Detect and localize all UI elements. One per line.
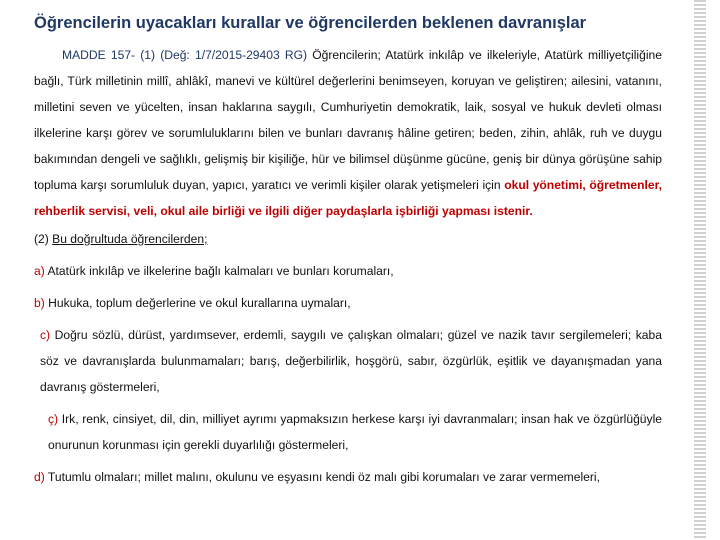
subsection-label: Bu doğrultuda öğrencilerden; (52, 232, 208, 246)
list-item-text: Irk, renk, cinsiyet, dil, din, milliyet ayrımı yapmaksızın herkese karşı iyi davranmaları; insan hak ve özgürlüğüyle onurunun korunması için gerekli duyarlılığı göstermeleri, (48, 412, 662, 452)
list-item-letter: ç) (48, 412, 59, 426)
page-title: Öğrencilerin uyacakları kurallar ve öğrencilerden beklenen davranışlar (34, 14, 587, 32)
subsection-header (34, 226, 662, 252)
list-item-text: Doğru sözlü, dürüst, yardımsever, erdemli, saygılı ve çalışkan olmaları; güzel ve nazik tavır sergilemeleri; kaba söz ve davranışlarda bulunmamaları; barış, değerbilirlik, hoşgörü, sabır, özgürlük, eşitlik ve dayanışmadan yana davranış göstermeleri, (40, 328, 662, 394)
article-paragraph (34, 42, 662, 224)
list-item-text: Tutumlu olmaları; millet malını, okulunu ve eşyasını kendi öz malı gibi korumaları ve zarar vermemeleri, (47, 470, 600, 484)
decorative-border (694, 0, 706, 540)
list-item-a (34, 252, 662, 284)
article-reference: MADDE 157- (1) (Değ: 1/7/2015-29403 RG) (62, 48, 308, 62)
list-item-c-cedilla (34, 400, 662, 458)
list-item-letter: c) (40, 328, 51, 342)
list-item-letter: a) (34, 264, 45, 278)
subsection-number: (2) (34, 232, 49, 246)
list-item-letter: d) (34, 470, 45, 484)
list-item-text: Hukuka, toplum değerlerine ve okul kurallarına uymaları, (48, 296, 351, 310)
list-item-d (34, 458, 662, 490)
list-item-b (34, 284, 662, 316)
article-highlight-text: okul yönetimi, öğretmenler, rehberlik servisi, veli, okul aile birliği ve ilgili diğer paydaşlarla işbirliği yapması istenir. (34, 178, 662, 218)
list-item-c (34, 316, 662, 400)
list-item-letter: b) (34, 296, 45, 310)
list-item-text: Atatürk inkılâp ve ilkelerine bağlı kalmaları ve bunları korumaları, (47, 264, 394, 278)
document-body (34, 42, 662, 490)
article-main-text: Öğrencilerin; Atatürk inkılâp ve ilkeleriyle, Atatürk milliyetçiliğine bağlı, Türk milletinin millî, ahlâkî, manevi ve kültürel değerlerini benimseyen, koruyan ve geliştiren; ailesini, vatanını, milletini seven ve yücelten, insan haklarına saygılı, Cumhuriyetin demokratik, laik, sosyal ve hukuk devleti olması ilkelerine karşı görev ve sorumluluklarını bilen ve bunları davranış hâline getiren; beden, zihin, ahlâk, ruh ve duygu bakımından dengeli ve sağlıklı, gelişmiş bir kişiliğe, hür ve bilimsel düşünme gücüne, geniş bir dünya görüşüne sahip topluma karşı sorumluluk duyan, yapıcı, yaratıcı ve verimli kişiler olarak yetişmeleri için (34, 48, 662, 192)
